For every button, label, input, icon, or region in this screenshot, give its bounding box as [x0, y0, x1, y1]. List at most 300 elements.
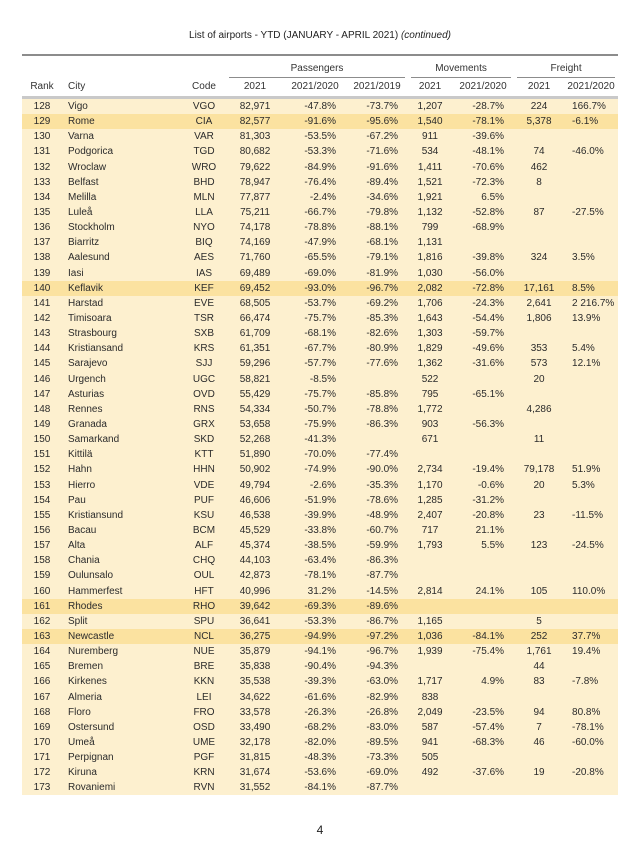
cell-fr-2021 [514, 129, 564, 144]
cell-pax-2021: 52,268 [239, 434, 271, 446]
cell-pax-2021-2019: -87.7% [366, 570, 399, 582]
cell-fr-2021-2020 [564, 160, 618, 175]
cell-fr-2021 [514, 447, 564, 462]
cell-rank: 169 [33, 721, 51, 733]
cell-fr-2021-2020 [564, 659, 618, 674]
cell-fr-2021-2020: -6.1% [572, 116, 599, 128]
cell-city: Rennes [68, 403, 103, 415]
table-row [22, 629, 618, 644]
cell-rank: 141 [33, 297, 51, 309]
group-header-row [22, 62, 618, 78]
cell-mov-2021: 2,407 [417, 509, 443, 521]
cell-pax-2021-2020: -75.7% [304, 313, 336, 325]
cell-pax-2021-2020: -63.4% [304, 555, 336, 567]
cell-city: Timisoara [68, 313, 112, 325]
cell-pax-2021-2020: -94.1% [304, 646, 336, 658]
table-row [22, 674, 618, 689]
cell-fr-2021 [514, 190, 564, 205]
cell-pax-2021: 36,275 [239, 630, 271, 642]
cell-code: OUL [193, 570, 215, 582]
cell-code: SPU [193, 615, 215, 627]
cell-mov-2021: 1,921 [417, 191, 443, 203]
col-mov-2021-2020: 2021/2020 [459, 80, 507, 92]
cell-pax-2021-2020: -53.7% [304, 297, 336, 309]
cell-pax-2021: 31,815 [239, 752, 271, 764]
table-row [22, 296, 618, 311]
cell-mov-2021: 505 [421, 752, 439, 764]
cell-mov-2021-2020: 21.1% [475, 525, 505, 536]
cell-rank: 147 [33, 388, 51, 400]
table-row [22, 780, 618, 795]
cell-rank: 171 [33, 752, 51, 764]
table-row [22, 765, 618, 780]
cell-rank: 142 [33, 313, 51, 325]
cell-pax-2021-2019: -96.7% [366, 282, 399, 294]
table-row [22, 190, 618, 205]
cell-fr-2021: 20 [533, 373, 545, 385]
cell-mov-2021: 492 [421, 767, 439, 779]
cell-pax-2021: 33,578 [239, 706, 271, 718]
cell-pax-2021-2019: -69.2% [366, 297, 399, 309]
cell-pax-2021: 40,996 [239, 585, 271, 597]
cell-pax-2021-2019: -95.6% [366, 116, 399, 128]
cell-fr-2021-2020: 37.7% [572, 630, 601, 642]
cell-pax-2021: 79,622 [239, 161, 271, 173]
cell-fr-2021: 4,286 [526, 403, 552, 415]
cell-fr-2021: 5,378 [526, 116, 552, 128]
cell-pax-2021: 77,877 [239, 191, 271, 203]
cell-pax-2021-2019: -68.1% [366, 237, 399, 249]
cell-mov-2021: 671 [421, 434, 439, 446]
cell-mov-2021 [408, 659, 452, 674]
cell-pax-2021: 53,658 [239, 419, 271, 431]
cell-pax-2021-2020: -69.0% [304, 267, 336, 279]
cell-city: Rovaniemi [68, 782, 116, 794]
cell-city: Vigo [68, 101, 88, 113]
cell-rank: 155 [33, 509, 51, 521]
cell-fr-2021: 8 [536, 176, 542, 188]
cell-city: Kiruna [68, 767, 97, 779]
cell-fr-2021-2020: 110.0% [572, 585, 606, 597]
cell-fr-2021: 46 [533, 736, 545, 748]
airport-table [22, 62, 618, 795]
cell-mov-2021-2020: -75.4% [472, 646, 505, 658]
table-row [22, 220, 618, 235]
table-row [22, 235, 618, 250]
cell-pax-2021-2020: -33.8% [304, 525, 336, 536]
cell-mov-2021: 1,170 [417, 479, 443, 491]
cell-city: Split [68, 615, 88, 627]
cell-code: VGO [192, 101, 216, 113]
cell-pax-2021: 32,178 [239, 736, 271, 748]
cell-pax-2021-2020: -93.0% [304, 282, 336, 294]
cell-fr-2021: 1,806 [526, 313, 552, 325]
cell-city: Melilla [68, 191, 97, 203]
cell-mov-2021-2020 [452, 780, 514, 795]
cell-pax-2021-2020: -84.9% [304, 161, 336, 173]
col-city: City [68, 80, 86, 92]
cell-pax-2021: 81,303 [239, 131, 271, 143]
cell-city: Podgorica [68, 146, 114, 158]
cell-city: Bremen [68, 661, 104, 673]
cell-fr-2021: 462 [530, 161, 548, 173]
cell-pax-2021-2020: -91.6% [304, 116, 336, 128]
cell-code: VAR [194, 131, 214, 143]
table-row [22, 129, 618, 144]
cell-pax-2021-2020: -38.5% [304, 540, 336, 552]
cell-code: IAS [195, 267, 213, 279]
cell-mov-2021: 941 [421, 736, 439, 748]
cell-pax-2021-2019: -48.9% [366, 509, 399, 521]
cell-rank: 162 [33, 615, 51, 627]
cell-mov-2021: 2,049 [417, 706, 443, 718]
cell-city: Stockholm [68, 222, 115, 234]
cell-pax-2021: 61,351 [239, 343, 271, 355]
cell-mov-2021: 1,411 [417, 161, 443, 173]
cell-fr-2021-2020: 3.5% [572, 252, 595, 264]
cell-mov-2021: 1,793 [417, 540, 443, 552]
cell-city: Samarkand [68, 434, 120, 446]
cell-pax-2021: 75,211 [240, 207, 270, 219]
cell-pax-2021-2020: -47.8% [304, 101, 336, 113]
cell-mov-2021-2020: -68.9% [472, 222, 505, 234]
cell-mov-2021: 1,939 [417, 646, 443, 658]
cell-code: FRO [193, 706, 215, 718]
cell-fr-2021-2020 [564, 599, 618, 614]
top-rule [22, 54, 618, 56]
cell-pax-2021: 58,821 [239, 373, 271, 385]
cell-fr-2021: 1,761 [526, 646, 552, 658]
cell-pax-2021: 80,682 [239, 146, 271, 158]
cell-rank: 164 [33, 646, 51, 658]
table-row [22, 99, 618, 114]
cell-fr-2021-2020 [564, 568, 618, 583]
cell-fr-2021-2020 [564, 447, 618, 462]
table-row [22, 508, 618, 523]
cell-fr-2021-2020: 5.4% [572, 343, 595, 355]
cell-pax-2021: 82,971 [239, 101, 271, 113]
cell-rank: 140 [33, 282, 51, 294]
cell-pax-2021-2019: -86.3% [366, 555, 399, 567]
cell-pax-2021-2020: -82.0% [304, 736, 336, 748]
group-freight: Freight [514, 62, 618, 78]
cell-city: Harstad [68, 297, 104, 309]
cell-rank: 134 [33, 191, 51, 203]
cell-mov-2021 [408, 568, 452, 583]
cell-city: Umeå [68, 736, 95, 748]
cell-code: NYO [193, 222, 215, 234]
cell-mov-2021: 911 [422, 131, 438, 143]
cell-fr-2021-2020: -60.0% [572, 736, 604, 748]
cell-pax-2021-2019: -59.9% [366, 540, 399, 552]
cell-mov-2021: 1,207 [417, 101, 443, 113]
cell-rank: 152 [33, 464, 51, 476]
cell-code: TSR [194, 313, 214, 325]
cell-fr-2021-2020 [564, 326, 618, 341]
cell-fr-2021-2020 [564, 553, 618, 568]
cell-city: Belfast [68, 176, 99, 188]
cell-pax-2021-2019: -60.7% [366, 525, 399, 536]
cell-code: UGC [192, 373, 216, 385]
title-suffix: (continued) [400, 30, 451, 41]
cell-code: NUE [193, 646, 215, 658]
cell-rank: 167 [33, 691, 51, 703]
cell-code: PGF [193, 752, 215, 764]
cell-pax-2021-2020: -94.9% [304, 630, 336, 642]
cell-code: LLA [195, 207, 213, 219]
cell-mov-2021: 1,132 [417, 207, 443, 219]
cell-code: PUF [194, 494, 214, 506]
cell-fr-2021-2020: 51.9% [572, 464, 601, 476]
cell-fr-2021-2020: -7.8% [572, 676, 599, 688]
cell-rank: 173 [33, 782, 51, 794]
cell-pax-2021-2019: -87.7% [366, 782, 399, 794]
cell-pax-2021: 50,902 [239, 464, 271, 476]
cell-pax-2021: 61,709 [239, 328, 271, 340]
cell-city: Sarajevo [68, 358, 108, 370]
cell-mov-2021-2020 [452, 689, 514, 704]
cell-code: OSD [193, 721, 215, 733]
cell-pax-2021: 35,538 [239, 676, 271, 688]
cell-city: Bacau [68, 525, 97, 536]
cell-code: KRN [193, 767, 215, 779]
cell-pax-2021-2019: -97.2% [366, 630, 399, 642]
cell-pax-2021-2019: -82.6% [366, 328, 399, 340]
cell-city: Kristiansand [68, 343, 124, 355]
cell-mov-2021-2020: -78.1% [472, 116, 505, 128]
cell-pax-2021-2019: -73.7% [366, 101, 399, 113]
cell-rank: 145 [33, 358, 51, 370]
cell-fr-2021: 324 [530, 252, 548, 264]
cell-fr-2021 [514, 523, 564, 538]
cell-pax-2021-2019: -88.1% [366, 222, 399, 234]
cell-code: KTT [194, 449, 214, 461]
cell-code: SJJ [195, 358, 213, 370]
cell-city: Almeria [68, 691, 102, 703]
cell-rank: 161 [33, 600, 51, 612]
cell-city: Asturias [68, 388, 105, 400]
cell-rank: 150 [33, 434, 51, 446]
cell-pax-2021-2020: -26.3% [304, 706, 336, 718]
col-fr-2021: 2021 [527, 80, 551, 92]
cell-code: KEF [194, 282, 214, 294]
cell-mov-2021-2020: -37.6% [472, 767, 505, 779]
cell-pax-2021-2019: -80.9% [366, 343, 399, 355]
cell-pax-2021-2019: -67.2% [366, 131, 399, 143]
cell-mov-2021 [408, 780, 452, 795]
cell-mov-2021-2020: -31.6% [472, 358, 505, 370]
cell-mov-2021-2020: -70.6% [472, 161, 505, 173]
cell-city: Luleå [68, 207, 93, 219]
cell-mov-2021-2020: 24.1% [475, 585, 505, 597]
cell-pax-2021-2019: -79.8% [366, 207, 399, 219]
cell-mov-2021-2020: -28.7% [472, 101, 505, 113]
cell-pax-2021: 74,169 [239, 237, 271, 249]
table-row [22, 493, 618, 508]
cell-pax-2021-2019: -73.3% [366, 752, 399, 764]
cell-city: Oulunsalo [68, 570, 114, 582]
cell-mov-2021: 1,706 [417, 297, 443, 309]
cell-fr-2021-2020 [564, 175, 618, 190]
cell-rank: 131 [33, 146, 51, 158]
cell-pax-2021: 46,606 [239, 494, 271, 506]
cell-rank: 137 [33, 237, 51, 249]
cell-fr-2021 [514, 326, 564, 341]
cell-city: Ostersund [68, 721, 115, 733]
cell-city: Biarritz [68, 237, 100, 249]
cell-pax-2021: 74,178 [239, 222, 271, 234]
cell-pax-2021-2019: -71.6% [366, 146, 399, 158]
table-row [22, 266, 618, 281]
cell-rank: 135 [33, 207, 51, 219]
table-row [22, 659, 618, 674]
cell-pax-2021-2020: -53.6% [304, 767, 336, 779]
table-row [22, 432, 618, 447]
cell-rank: 163 [33, 630, 51, 642]
cell-mov-2021-2020 [452, 659, 514, 674]
cell-mov-2021-2020: 5.5% [481, 540, 505, 552]
cell-pax-2021-2019 [346, 432, 408, 447]
cell-city: Chania [68, 555, 100, 567]
table-row [22, 750, 618, 765]
cell-code: NCL [193, 630, 214, 642]
cell-mov-2021-2020: -23.5% [472, 706, 505, 718]
cell-mov-2021: 717 [421, 525, 439, 536]
cell-pax-2021-2020: -66.7% [304, 207, 336, 219]
cell-rank: 129 [33, 116, 51, 128]
cell-mov-2021-2020 [452, 599, 514, 614]
table-row [22, 705, 618, 720]
cell-pax-2021-2020: -8.5% [309, 373, 336, 385]
cell-pax-2021-2019: -89.5% [366, 736, 399, 748]
table-row [22, 175, 618, 190]
cell-pax-2021-2019: -77.4% [366, 449, 399, 461]
cell-pax-2021-2019: -90.0% [366, 464, 399, 476]
cell-code: SKD [193, 434, 215, 446]
cell-code: RVN [193, 782, 215, 794]
cell-code: BHD [193, 176, 215, 188]
cell-rank: 139 [33, 267, 51, 279]
cell-pax-2021-2020: -2.6% [309, 479, 336, 491]
cell-mov-2021-2020: -59.7% [472, 328, 505, 340]
cell-fr-2021-2020 [564, 190, 618, 205]
cell-city: Varna [68, 131, 94, 143]
group-movements: Movements [408, 62, 514, 78]
cell-fr-2021 [514, 493, 564, 508]
cell-pax-2021: 59,296 [239, 358, 271, 370]
cell-mov-2021: 2,814 [417, 585, 443, 597]
cell-pax-2021: 69,489 [239, 267, 271, 279]
cell-pax-2021: 33,490 [239, 721, 271, 733]
cell-rank: 158 [33, 555, 51, 567]
cell-fr-2021-2020 [564, 689, 618, 704]
cell-fr-2021-2020 [564, 402, 618, 417]
cell-pax-2021-2020: -47.9% [304, 237, 336, 249]
cell-pax-2021-2020: -61.6% [304, 691, 336, 703]
cell-pax-2021-2019: -91.6% [366, 161, 399, 173]
cell-fr-2021-2020: -78.1% [572, 721, 604, 733]
table-row [22, 584, 618, 599]
cell-pax-2021-2019: -78.8% [366, 403, 399, 415]
cell-mov-2021: 1,362 [417, 358, 443, 370]
table-row [22, 160, 618, 175]
cell-fr-2021-2020 [564, 372, 618, 387]
cell-rank: 170 [33, 736, 51, 748]
cell-fr-2021-2020 [564, 750, 618, 765]
table-row [22, 341, 618, 356]
cell-pax-2021-2020: -75.7% [304, 388, 336, 400]
cell-code: BRE [193, 661, 215, 673]
table-row [22, 538, 618, 553]
cell-mov-2021-2020 [452, 447, 514, 462]
cell-fr-2021: 79,178 [523, 464, 555, 476]
cell-mov-2021-2020: -56.3% [472, 419, 505, 431]
cell-fr-2021-2020: -46.0% [572, 146, 604, 158]
cell-city: Granada [68, 419, 107, 431]
cell-code: AES [193, 252, 214, 264]
cell-mov-2021: 799 [421, 222, 439, 234]
cell-mov-2021-2020: -20.8% [472, 509, 505, 521]
cell-fr-2021-2020 [564, 266, 618, 281]
cell-pax-2021: 39,642 [239, 600, 271, 612]
cell-fr-2021-2020: 5.3% [572, 479, 595, 491]
cell-fr-2021: 252 [530, 630, 548, 642]
cell-city: Perpignan [68, 752, 114, 764]
cell-pax-2021-2019: -26.8% [366, 706, 399, 718]
cell-mov-2021-2020 [452, 568, 514, 583]
cell-fr-2021: 7 [536, 721, 542, 733]
cell-rank: 157 [33, 540, 51, 552]
cell-code: LEI [196, 691, 212, 703]
cell-pax-2021-2020: -39.3% [304, 676, 336, 688]
cell-city: Aalesund [68, 252, 110, 264]
cell-mov-2021: 587 [421, 721, 439, 733]
cell-mov-2021: 903 [421, 419, 439, 431]
cell-code: TGD [193, 146, 215, 158]
cell-pax-2021: 69,452 [239, 282, 271, 294]
cell-mov-2021: 1,643 [417, 313, 443, 325]
cell-mov-2021-2020: -54.4% [472, 313, 505, 325]
cell-pax-2021: 35,838 [239, 661, 271, 673]
airport-table-wrapper [22, 54, 618, 795]
cell-code: KKN [193, 676, 215, 688]
cell-mov-2021-2020: 6.5% [481, 191, 505, 203]
cell-pax-2021-2020: -69.3% [304, 600, 336, 612]
cell-fr-2021: 11 [533, 434, 545, 446]
cell-pax-2021: 44,103 [239, 555, 271, 567]
cell-mov-2021: 1,303 [417, 328, 443, 340]
cell-mov-2021 [408, 447, 452, 462]
cell-pax-2021-2020: -67.7% [304, 343, 336, 355]
table-row [22, 205, 618, 220]
cell-pax-2021-2019: -85.8% [366, 388, 399, 400]
cell-fr-2021-2020 [564, 129, 618, 144]
cell-mov-2021: 1,131 [417, 237, 443, 249]
cell-city: Strasbourg [68, 328, 117, 340]
cell-mov-2021-2020: -56.0% [472, 267, 505, 279]
cell-code: OVD [193, 388, 215, 400]
cell-pax-2021: 49,794 [239, 479, 271, 491]
cell-mov-2021: 1,285 [417, 494, 443, 506]
cell-mov-2021-2020: -72.3% [472, 176, 505, 188]
cell-city: Kittilä [68, 449, 93, 461]
table-row [22, 599, 618, 614]
cell-fr-2021: 2,641 [526, 297, 552, 309]
cell-fr-2021-2020: 13.9% [572, 313, 601, 325]
table-row [22, 250, 618, 265]
table-row [22, 735, 618, 750]
cell-mov-2021: 1,717 [417, 676, 443, 688]
